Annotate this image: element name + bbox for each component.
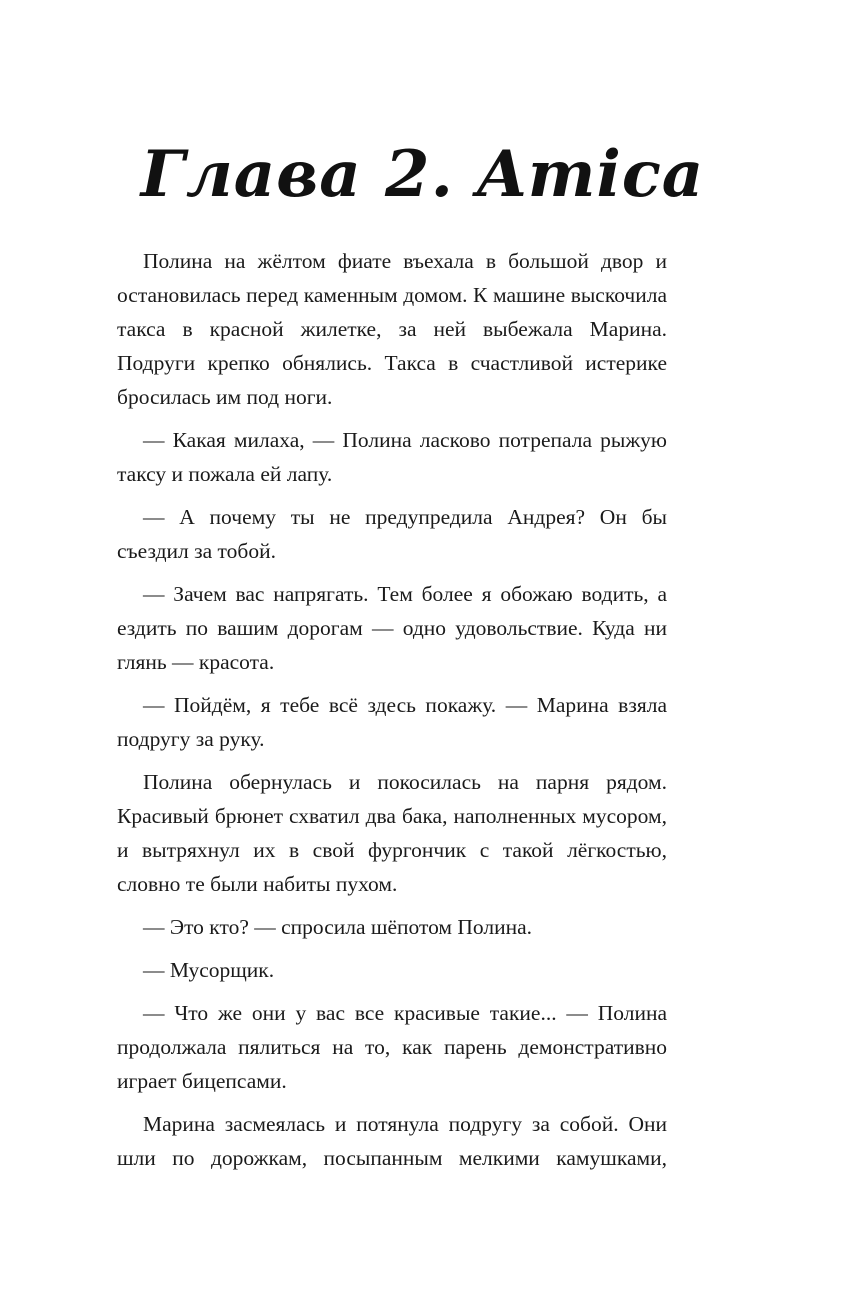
paragraph: Полина обернулась и покосилась на парня рядом. Красивый брюнет схватил два бака, наполненных мусором, и вытряхнул их в свой фургончик с такой лёгкостью, словно те были набиты пухом. [117,770,667,896]
chapter-title: Глава 2. Amica [140,137,705,212]
paragraph: — Пойдём, я тебе всё здесь покажу. — Марина взяла подругу за руку. [117,693,667,751]
paragraph: — Что же они у вас все красивые такие... — Полина продолжала пялиться на то, как парень демонстративно играет бицепсами. [117,1001,667,1093]
paragraph: — Зачем вас напрягать. Тем более я обожаю водить, а ездить по вашим дорогам — одно удовольствие. Куда ни глянь — красота. [117,582,667,674]
paragraph: — Какая милаха, — Полина ласково потрепала рыжую таксу и пожала ей лапу. [117,428,667,486]
chapter-text [117,244,667,1184]
paragraph: Полина на жёлтом фиате въехала в большой двор и остановилась перед каменным домом. К машине выскочила такса в красной жилетке, за ней выбежала Марина. Подруги крепко обнялись. Такса в счастливой истерике бросилась им под ноги. [117,249,667,409]
paragraph: — А почему ты не предупредила Андрея? Он бы съездил за тобой. [117,505,667,563]
paragraph: Марина засмеялась и потянула подругу за собой. Они шли по дорожкам, посыпанным мелкими камушками, [117,1112,667,1170]
paragraph: — Это кто? — спросила шёпотом Полина. [143,915,533,939]
paragraph: — Мусорщик. [143,958,275,982]
